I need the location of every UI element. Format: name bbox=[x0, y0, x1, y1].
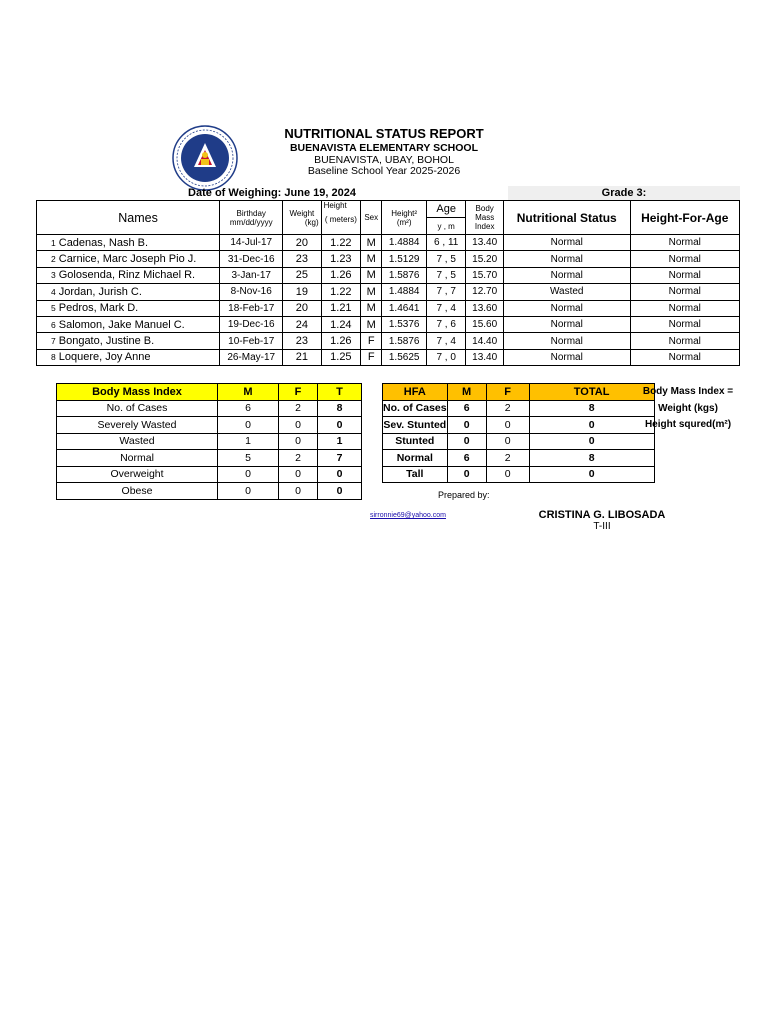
bmi-cell: 12.70 bbox=[466, 284, 503, 300]
status-cell: Normal bbox=[503, 333, 630, 349]
hfa-total-count: 8 bbox=[529, 400, 654, 417]
col-hfa-header: Height-For-Age bbox=[630, 201, 739, 235]
col-weight-header bbox=[283, 201, 321, 235]
bmi-cell: 15.20 bbox=[466, 251, 503, 267]
weight-cell: 20 bbox=[283, 300, 321, 316]
spacer-cell bbox=[362, 483, 383, 500]
col-age-header: Age bbox=[426, 201, 466, 218]
birthday-format: mm/dd/yyyy bbox=[229, 217, 273, 227]
birthday-cell: 14-Jul-17 bbox=[220, 235, 283, 251]
height2-cell: 1.4884 bbox=[382, 284, 427, 300]
hfa-cell: Normal bbox=[630, 267, 739, 283]
summary-row bbox=[57, 466, 655, 483]
weight-cell: 23 bbox=[283, 333, 321, 349]
date-of-weighing: Date of Weighing: June 19, 2024 bbox=[188, 187, 356, 199]
row-number: 3 bbox=[37, 267, 57, 283]
table-row bbox=[37, 349, 740, 365]
row-number: 5 bbox=[37, 300, 57, 316]
weight-label: Weight bbox=[289, 208, 315, 218]
sex-cell: M bbox=[361, 284, 382, 300]
status-cell: Normal bbox=[503, 235, 630, 251]
age-cell: 7 , 4 bbox=[426, 300, 466, 316]
bmi-total-count: 1 bbox=[318, 433, 362, 450]
summary-row bbox=[57, 450, 655, 467]
spacer-cell bbox=[362, 400, 383, 417]
height2-cell: 1.5876 bbox=[382, 333, 427, 349]
summary-row bbox=[57, 400, 655, 417]
report-title: NUTRITIONAL STATUS REPORT bbox=[284, 126, 484, 141]
status-cell: Normal bbox=[503, 349, 630, 365]
hfa-cell: Normal bbox=[630, 349, 739, 365]
status-cell: Normal bbox=[503, 316, 630, 332]
hfa-male-count: 6 bbox=[447, 450, 486, 467]
bmi-category-label: Obese bbox=[57, 483, 218, 500]
sex-cell: M bbox=[361, 316, 382, 332]
formula-numerator: Weight (kgs) bbox=[658, 403, 718, 414]
height2-cell: 1.5376 bbox=[382, 316, 427, 332]
pupil-table bbox=[36, 200, 740, 366]
row-number: 1 bbox=[37, 235, 57, 251]
col-bmi-header bbox=[466, 201, 503, 235]
sex-cell: F bbox=[361, 333, 382, 349]
hfa-category-label: Stunted bbox=[383, 433, 448, 450]
hfa-header: HFA bbox=[383, 384, 448, 401]
birthday-cell: 26-May-17 bbox=[220, 349, 283, 365]
hfa-female-count: 2 bbox=[486, 450, 529, 467]
birthday-cell: 8-Nov-16 bbox=[220, 284, 283, 300]
hfa-male-count: 6 bbox=[447, 400, 486, 417]
age-cell: 7 , 0 bbox=[426, 349, 466, 365]
bmi-m-header: M bbox=[218, 384, 279, 401]
birthday-label: Birthday bbox=[236, 208, 266, 218]
bmi-label-3: Index bbox=[474, 222, 495, 231]
sex-cell: M bbox=[361, 267, 382, 283]
hfa-cell: Normal bbox=[630, 284, 739, 300]
height2-label: Height² bbox=[391, 208, 418, 218]
sex-cell: F bbox=[361, 349, 382, 365]
col-names-header: Names bbox=[57, 201, 220, 235]
birthday-cell: 3-Jan-17 bbox=[220, 267, 283, 283]
bmi-female-count: 0 bbox=[279, 417, 318, 434]
summary-row bbox=[57, 483, 655, 500]
col-age-unit: y , m bbox=[426, 218, 466, 235]
weight-cell: 25 bbox=[283, 267, 321, 283]
summary-row bbox=[57, 417, 655, 434]
hfa-cell: Normal bbox=[630, 251, 739, 267]
prepared-by-label: Prepared by: bbox=[438, 490, 490, 500]
hfa-m-header: M bbox=[447, 384, 486, 401]
height2-cell: 1.4641 bbox=[382, 300, 427, 316]
bmi-male-count: 0 bbox=[218, 483, 279, 500]
bmi-female-count: 0 bbox=[279, 466, 318, 483]
bmi-category-label: No. of Cases bbox=[57, 400, 218, 417]
height-cell: 1.21 bbox=[321, 300, 361, 316]
weight-cell: 21 bbox=[283, 349, 321, 365]
spacer-cell bbox=[362, 384, 383, 401]
sex-cell: M bbox=[361, 300, 382, 316]
email-link[interactable]: sirronnie69@yahoo.com bbox=[370, 512, 446, 519]
grade-label: Grade 3: bbox=[508, 186, 740, 200]
bmi-male-count: 5 bbox=[218, 450, 279, 467]
status-cell: Normal bbox=[503, 251, 630, 267]
signatory-position: T-III bbox=[593, 521, 611, 532]
bmi-label-1: Body bbox=[475, 204, 494, 213]
signatory-name: CRISTINA G. LIBOSADA bbox=[538, 509, 666, 521]
bmi-total-count: 7 bbox=[318, 450, 362, 467]
col-no-header bbox=[37, 201, 57, 235]
hfa-category-label: Normal bbox=[383, 450, 448, 467]
pupil-name: Salomon, Jake Manuel C. bbox=[57, 316, 220, 332]
bmi-male-count: 0 bbox=[218, 466, 279, 483]
hfa-total-count: 0 bbox=[529, 433, 654, 450]
bmi-category-label: Wasted bbox=[57, 433, 218, 450]
height2-cell: 1.4884 bbox=[382, 235, 427, 251]
summary-row bbox=[57, 433, 655, 450]
col-height-header bbox=[321, 201, 361, 235]
pupil-name: Cadenas, Nash B. bbox=[57, 235, 220, 251]
sex-cell: M bbox=[361, 251, 382, 267]
bmi-label-2: Mass bbox=[475, 213, 495, 222]
height2-cell: 1.5625 bbox=[382, 349, 427, 365]
pupil-name: Bongato, Justine B. bbox=[57, 333, 220, 349]
birthday-cell: 31-Dec-16 bbox=[220, 251, 283, 267]
hfa-male-count: 0 bbox=[447, 417, 486, 434]
row-number: 2 bbox=[37, 251, 57, 267]
bmi-female-count: 0 bbox=[279, 483, 318, 500]
pupil-name: Carnice, Marc Joseph Pio J. bbox=[57, 251, 220, 267]
height2-cell: 1.5876 bbox=[382, 267, 427, 283]
hfa-empty-4 bbox=[529, 483, 654, 500]
table-row bbox=[37, 300, 740, 316]
hfa-female-count: 2 bbox=[486, 400, 529, 417]
weight-unit: (kg) bbox=[304, 217, 319, 227]
age-cell: 7 , 5 bbox=[426, 251, 466, 267]
birthday-cell: 19-Dec-16 bbox=[220, 316, 283, 332]
bmi-total-count: 0 bbox=[318, 466, 362, 483]
bmi-category-label: Severely Wasted bbox=[57, 417, 218, 434]
formula-line-2 bbox=[636, 403, 740, 414]
age-cell: 7 , 6 bbox=[426, 316, 466, 332]
spacer-cell bbox=[362, 417, 383, 434]
formula-line-1: Body Mass Index = bbox=[642, 386, 734, 397]
table-row bbox=[37, 235, 740, 251]
height-cell: 1.22 bbox=[321, 235, 361, 251]
age-cell: 7 , 5 bbox=[426, 267, 466, 283]
row-number: 8 bbox=[37, 349, 57, 365]
weight-cell: 24 bbox=[283, 316, 321, 332]
bmi-f-header: F bbox=[279, 384, 318, 401]
height-cell: 1.24 bbox=[321, 316, 361, 332]
hfa-male-count: 0 bbox=[447, 433, 486, 450]
status-cell: Wasted bbox=[503, 284, 630, 300]
hfa-female-count: 0 bbox=[486, 417, 529, 434]
hfa-f-header: F bbox=[486, 384, 529, 401]
height-label: Height bbox=[323, 201, 347, 210]
age-cell: 7 , 4 bbox=[426, 333, 466, 349]
col-status-header: Nutritional Status bbox=[503, 201, 630, 235]
bmi-total-count: 0 bbox=[318, 417, 362, 434]
table-row bbox=[37, 267, 740, 283]
pupil-name: Jordan, Jurish C. bbox=[57, 284, 220, 300]
hfa-female-count: 0 bbox=[486, 466, 529, 483]
hfa-total-count: 0 bbox=[529, 466, 654, 483]
pupil-name: Pedros, Mark D. bbox=[57, 300, 220, 316]
hfa-category-label: Sev. Stunted bbox=[383, 417, 448, 434]
hfa-category-label: No. of Cases bbox=[383, 400, 448, 417]
school-address: BUENAVISTA, UBAY, BOHOL bbox=[314, 154, 454, 166]
bmi-cell: 15.60 bbox=[466, 316, 503, 332]
bmi-category-label: Overweight bbox=[57, 466, 218, 483]
col-birthday-header bbox=[220, 201, 283, 235]
row-number: 4 bbox=[37, 284, 57, 300]
spacer-cell bbox=[362, 466, 383, 483]
age-cell: 7 , 7 bbox=[426, 284, 466, 300]
bmi-header: Body Mass Index bbox=[57, 384, 218, 401]
pupil-name: Golosenda, Rinz Michael R. bbox=[57, 267, 220, 283]
summary-table bbox=[56, 383, 655, 500]
hfa-total-count: 0 bbox=[529, 417, 654, 434]
row-number: 7 bbox=[37, 333, 57, 349]
bmi-male-count: 1 bbox=[218, 433, 279, 450]
table-row bbox=[37, 316, 740, 332]
hfa-male-count: 0 bbox=[447, 466, 486, 483]
weight-cell: 20 bbox=[283, 235, 321, 251]
height-unit: ( meters) bbox=[324, 215, 357, 224]
bmi-male-count: 6 bbox=[218, 400, 279, 417]
weight-cell: 23 bbox=[283, 251, 321, 267]
bmi-cell: 14.40 bbox=[466, 333, 503, 349]
height-cell: 1.26 bbox=[321, 267, 361, 283]
height-cell: 1.25 bbox=[321, 349, 361, 365]
hfa-cell: Normal bbox=[630, 300, 739, 316]
status-cell: Normal bbox=[503, 300, 630, 316]
spacer-cell bbox=[362, 433, 383, 450]
total-header: TOTAL bbox=[529, 384, 654, 401]
school-name: BUENAVISTA ELEMENTARY SCHOOL bbox=[289, 142, 479, 154]
hfa-female-count: 0 bbox=[486, 433, 529, 450]
height2-unit: (m²) bbox=[396, 217, 412, 227]
table-row bbox=[37, 251, 740, 267]
bmi-t-header: T bbox=[318, 384, 362, 401]
height-cell: 1.26 bbox=[321, 333, 361, 349]
formula-line-3: Height squred(m²) bbox=[644, 419, 732, 430]
bmi-cell: 13.60 bbox=[466, 300, 503, 316]
height-cell: 1.22 bbox=[321, 284, 361, 300]
pupil-name: Loquere, Joy Anne bbox=[57, 349, 220, 365]
hfa-total-count: 8 bbox=[529, 450, 654, 467]
bmi-cell: 13.40 bbox=[466, 235, 503, 251]
bmi-male-count: 0 bbox=[218, 417, 279, 434]
sex-cell: M bbox=[361, 235, 382, 251]
col-height2-header bbox=[382, 201, 427, 235]
bmi-category-label: Normal bbox=[57, 450, 218, 467]
bmi-cell: 15.70 bbox=[466, 267, 503, 283]
bmi-female-count: 0 bbox=[279, 433, 318, 450]
age-cell: 6 , 11 bbox=[426, 235, 466, 251]
table-row bbox=[37, 284, 740, 300]
bmi-female-count: 2 bbox=[279, 450, 318, 467]
bmi-cell: 13.40 bbox=[466, 349, 503, 365]
height-cell: 1.23 bbox=[321, 251, 361, 267]
status-cell: Normal bbox=[503, 267, 630, 283]
bmi-total-count: 8 bbox=[318, 400, 362, 417]
hfa-cell: Normal bbox=[630, 333, 739, 349]
birthday-cell: 18-Feb-17 bbox=[220, 300, 283, 316]
spacer-cell bbox=[362, 450, 383, 467]
bmi-total-count: 0 bbox=[318, 483, 362, 500]
weight-cell: 19 bbox=[283, 284, 321, 300]
hfa-cell: Normal bbox=[630, 316, 739, 332]
school-year: Baseline School Year 2025-2026 bbox=[307, 165, 461, 177]
birthday-cell: 10-Feb-17 bbox=[220, 333, 283, 349]
bmi-female-count: 2 bbox=[279, 400, 318, 417]
hfa-empty-3 bbox=[486, 483, 529, 500]
col-sex-header: Sex bbox=[361, 201, 382, 235]
hfa-cell: Normal bbox=[630, 235, 739, 251]
row-number: 6 bbox=[37, 316, 57, 332]
hfa-category-label: Tall bbox=[383, 466, 448, 483]
height2-cell: 1.5129 bbox=[382, 251, 427, 267]
table-row bbox=[37, 333, 740, 349]
